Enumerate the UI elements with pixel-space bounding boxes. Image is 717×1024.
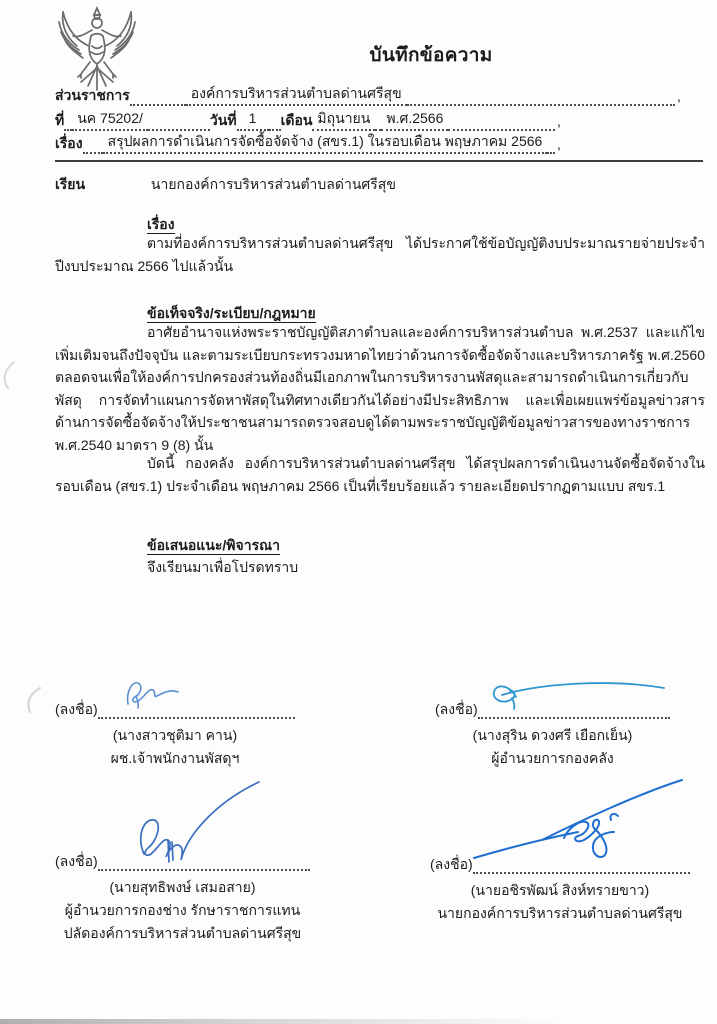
signer-title: ผู้อำนวยการกองคลัง: [491, 750, 614, 766]
line-end-mark: ,: [677, 88, 681, 104]
sign-label: (ลงชื่อ): [430, 856, 473, 872]
agency-label: ส่วนราชการ: [55, 87, 130, 103]
signature-block-assistant-officer: [55, 700, 295, 770]
signer-title: ปลัดองค์การบริหารส่วนตำบลด่านศรีสุข: [63, 925, 302, 941]
signer-name: (นางสาวชุติมา คาน): [112, 727, 238, 743]
section-heading-facts: ข้อเท็จจริง/ระเบียบ/กฎหมาย: [147, 305, 316, 321]
sign-label: (ลงชื่อ): [435, 701, 478, 717]
date-value: 1: [237, 109, 269, 131]
section-heading-suggestion: ข้อเสนอแนะ/พิจารณา: [147, 537, 280, 553]
signature-ink-achiraphat: [468, 776, 688, 868]
subject-label: เรื่อง: [55, 135, 83, 151]
dotted-leader: [130, 87, 186, 106]
signer-name: (นางสุริน ดวงศรี เยือกเย็น): [472, 727, 633, 743]
line-end-mark: ,: [557, 113, 561, 129]
line-end-mark: ,: [557, 136, 561, 152]
signature-block-acting-clerk: [55, 852, 310, 945]
sign-label: (ลงชื่อ): [55, 701, 98, 717]
signer-name: (นายอชิรพัฒน์ สิงห์ทรายขาว): [470, 882, 650, 898]
signer-name: (นายสุทธิพงษ์ เสมอสาย): [109, 879, 256, 895]
dotted-leader: [64, 112, 72, 131]
recipient-row: [55, 174, 396, 197]
recipient-label: เรียน: [55, 176, 86, 192]
closing-line: จึงเรียนมาเพื่อโปรดทราบ: [147, 559, 299, 575]
doc-number-label: ที่: [55, 112, 65, 128]
doc-number-value: นค 75202/: [72, 109, 148, 131]
signer-title: ผู้อำนวยการกองช่าง รักษาราชการแทน: [64, 902, 301, 918]
number-date-row: [55, 109, 555, 131]
sign-label: (ลงชื่อ): [55, 853, 98, 869]
subject-paragraph: ตามที่องค์การบริหารส่วนตำบลด่านศรีสุข ได้ประกาศใช้ข้อบัญญัติงบประมาณรายจ่ายประจำปีงบประมาณ 2566 ไปแล้วนั้น: [55, 235, 705, 274]
subject-value: สรุปผลการดำเนินการจัดซื้อจัดจ้าง (สขร.1) ในรอบเดือน พฤษภาคม 2566: [103, 132, 548, 154]
signature-ink-suthipong: [128, 780, 263, 864]
month-label: เดือน: [280, 112, 313, 128]
dotted-leader: [448, 112, 555, 131]
signature-ink-chutima: [120, 676, 190, 710]
signer-title: นายกองค์การบริหารส่วนตำบลด่านศรีสุข: [437, 905, 683, 921]
header-divider: [55, 160, 703, 162]
date-label: วันที่: [209, 112, 237, 128]
agency-row: [55, 84, 675, 106]
year-value: พ.ศ.2566: [381, 109, 448, 131]
section-heading-subject: เรื่อง: [147, 216, 175, 232]
scan-bottom-smudge: [0, 1019, 565, 1024]
signer-title: ผช.เจ้าพนักงานพัสดุฯ: [110, 750, 240, 766]
signature-ink-surin: [482, 679, 672, 711]
month-value: มิถุนายน: [312, 109, 375, 131]
result-paragraph: บัดนี้ กองคลัง องค์การบริหารส่วนตำบลด่านศรีสุข ได้สรุปผลการดำเนินงานจัดซื้อจัดจ้างในรอบเดือน (สขร.1) ประจำเดือน พฤษภาคม 2566 เป็นที่เรียบร้อยแล้ว รายละเอียดปรากฏตามแบบ สขร.1: [55, 455, 705, 494]
facts-paragraph: อาศัยอำนาจแห่งพระราชบัญญัติสภาตำบลและองค์การบริหารส่วนตำบล พ.ศ.2537 และแก้ไขเพิ่มเติมจนถึงปัจจุบัน และตามระเบียบกระทรวงมหาดไทยว่าด้วนการจัดซื้อจัดจ้างและบริหารภาครัฐ พ.ศ.2560 ตลอดจนเพื่อให้องค์การปกครองส่วนท้องถิ่นมีเอกภาพในการบริหารงานพัสดุและสามารถดำเนินการเกี่ยวกับพัสดุ การจัดทำแผนการจัดหาพัสดุในทิศทางเดียวกันได้อย่างมีประสิทธิภาพ และเพื่อเผยแพร่ข้อมูลข่าวสารด้านการจัดซื้อจัดจ้างให้ประชาชนสามารถตรวจสอบดูได้ตามพระราชบัญญัติข้อมูลข่าวสารของทางราชการ พ.ศ.2540 มาตรา 9 (8) นั้น: [55, 324, 705, 453]
dotted-leader: [547, 135, 555, 154]
dotted-leader: [407, 87, 675, 106]
scan-mark-artifact: [0, 360, 16, 390]
dotted-leader: [148, 112, 210, 131]
subject-row: [55, 132, 555, 154]
scan-mark-artifact: [24, 686, 46, 714]
garuda-emblem-icon: [57, 6, 137, 94]
recipient-value: นายกองค์การบริหารส่วนตำบลด่านศรีสุข: [150, 176, 396, 192]
dotted-leader: [83, 135, 103, 154]
agency-value: องค์การบริหารส่วนตำบลด่านศรีสุข: [186, 84, 407, 106]
dotted-leader: [269, 112, 281, 131]
document-title: บันทึกข้อความ: [369, 45, 493, 66]
